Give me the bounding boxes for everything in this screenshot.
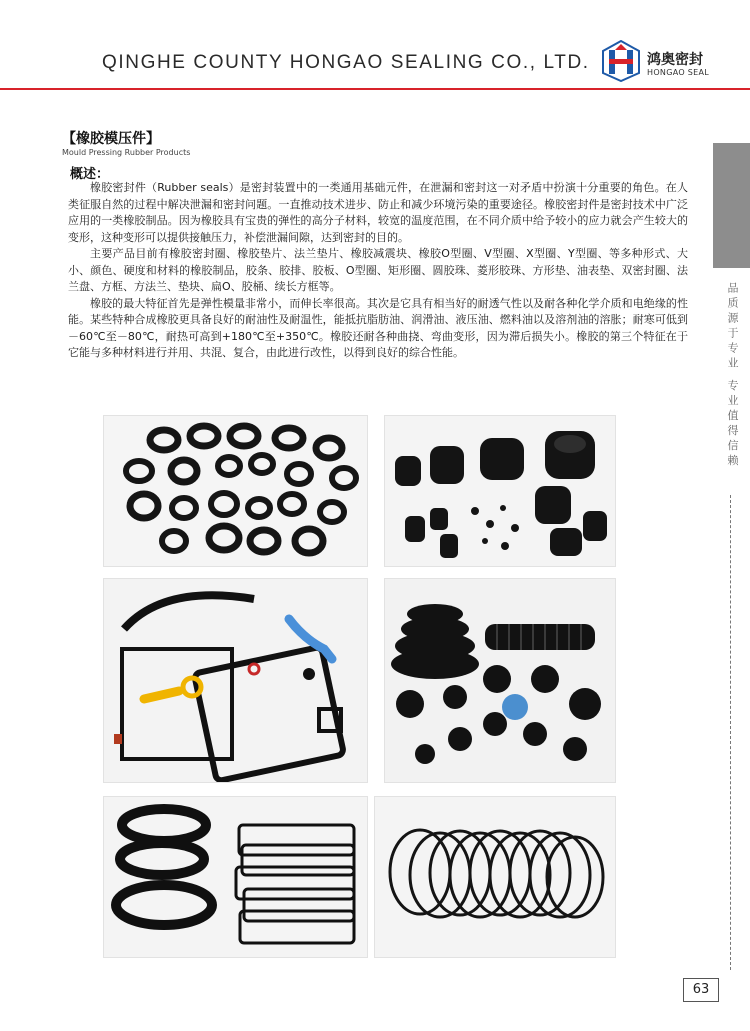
- logo-chinese-name: 鸿奥密封: [647, 52, 703, 68]
- paragraph-features: 橡胶的最大特征首先是弹性模量非常小，而伸长率很高。其次是它具有相当好的耐透气性以及耐各种化学介质和电绝缘的性能。某些特种合成橡胶更具备良好的耐油性及耐温性，能抵抗脂肪油、润滑油、液压油、燃料油以及溶剂油的溶胀；耐寒可低到－60℃至－80℃，耐热可高到+180℃至+350℃。橡胶还耐各种曲挠、弯曲变形，因为滞后损失小。橡胶的第三个特征在于它能与多种材料进行并用、共混、复合，由此进行改性，以得到良好的综合性能。: [68, 296, 688, 359]
- section-title: 【橡胶模压件】: [62, 131, 160, 147]
- overview-label: 概述：: [70, 167, 110, 182]
- header-divider: [0, 88, 750, 90]
- square-rings-and-rectangular-frames-photo: [103, 796, 368, 958]
- body-text: [68, 180, 688, 362]
- logo-english-name: HONGAO SEAL: [647, 68, 710, 77]
- section-subtitle: Mould Pressing Rubber Products: [62, 148, 191, 157]
- side-tab-bar: [713, 143, 750, 268]
- page-number: 63: [683, 978, 719, 1002]
- rubber-gaskets-and-frames-photo: [103, 578, 368, 783]
- rubber-caps-and-plugs-photo: [384, 415, 616, 567]
- company-name: QINGHE COUNTY HONGAO SEALING CO., LTD.: [102, 52, 590, 73]
- hongao-logo-icon: [601, 40, 641, 82]
- black-o-rings-photo: [374, 796, 616, 958]
- rubber-bellows-and-boots-photo: [384, 578, 616, 783]
- side-slogan: 品质源于专业 专业值得信赖: [726, 282, 739, 470]
- paragraph-products: 主要产品目前有橡胶密封圈、橡胶垫片、法兰垫片、橡胶减震块、橡胶O型圈、V型圈、X型圈、Y型圈、等多种形式、大小、颜色、硬度和材料的橡胶制品，胶条、胶排、胶板、O型圈、矩形圈、圆胶珠、菱形胶珠、方形垫、油表垫、双密封圈、法兰盘、方框、方法兰、垫块、扁O、胶桶、续长方框等。: [68, 247, 688, 293]
- black-rubber-oil-seals-photo: [103, 415, 368, 567]
- page-header: [0, 0, 750, 90]
- side-dashed-line: [730, 495, 731, 970]
- paragraph-intro: 橡胶密封件（Rubber seals）是密封装置中的一类通用基础元件，在泄漏和密封这一对矛盾中扮演十分重要的角色。在人类征服自然的过程中解决泄漏和密封问题。一直推动技术进步、防止和减少环境污染的重要途径。橡胶密封件是密封技术中广泛应用的一类橡胶制品。因为橡胶具有宝贵的弹性的高分子材料，较宽的温度范围，在不同介质中给予较小的应力就会产生较大的变形，这种变形可以提供接触压力，补偿泄漏间隙，达到密封的目的。: [68, 181, 688, 244]
